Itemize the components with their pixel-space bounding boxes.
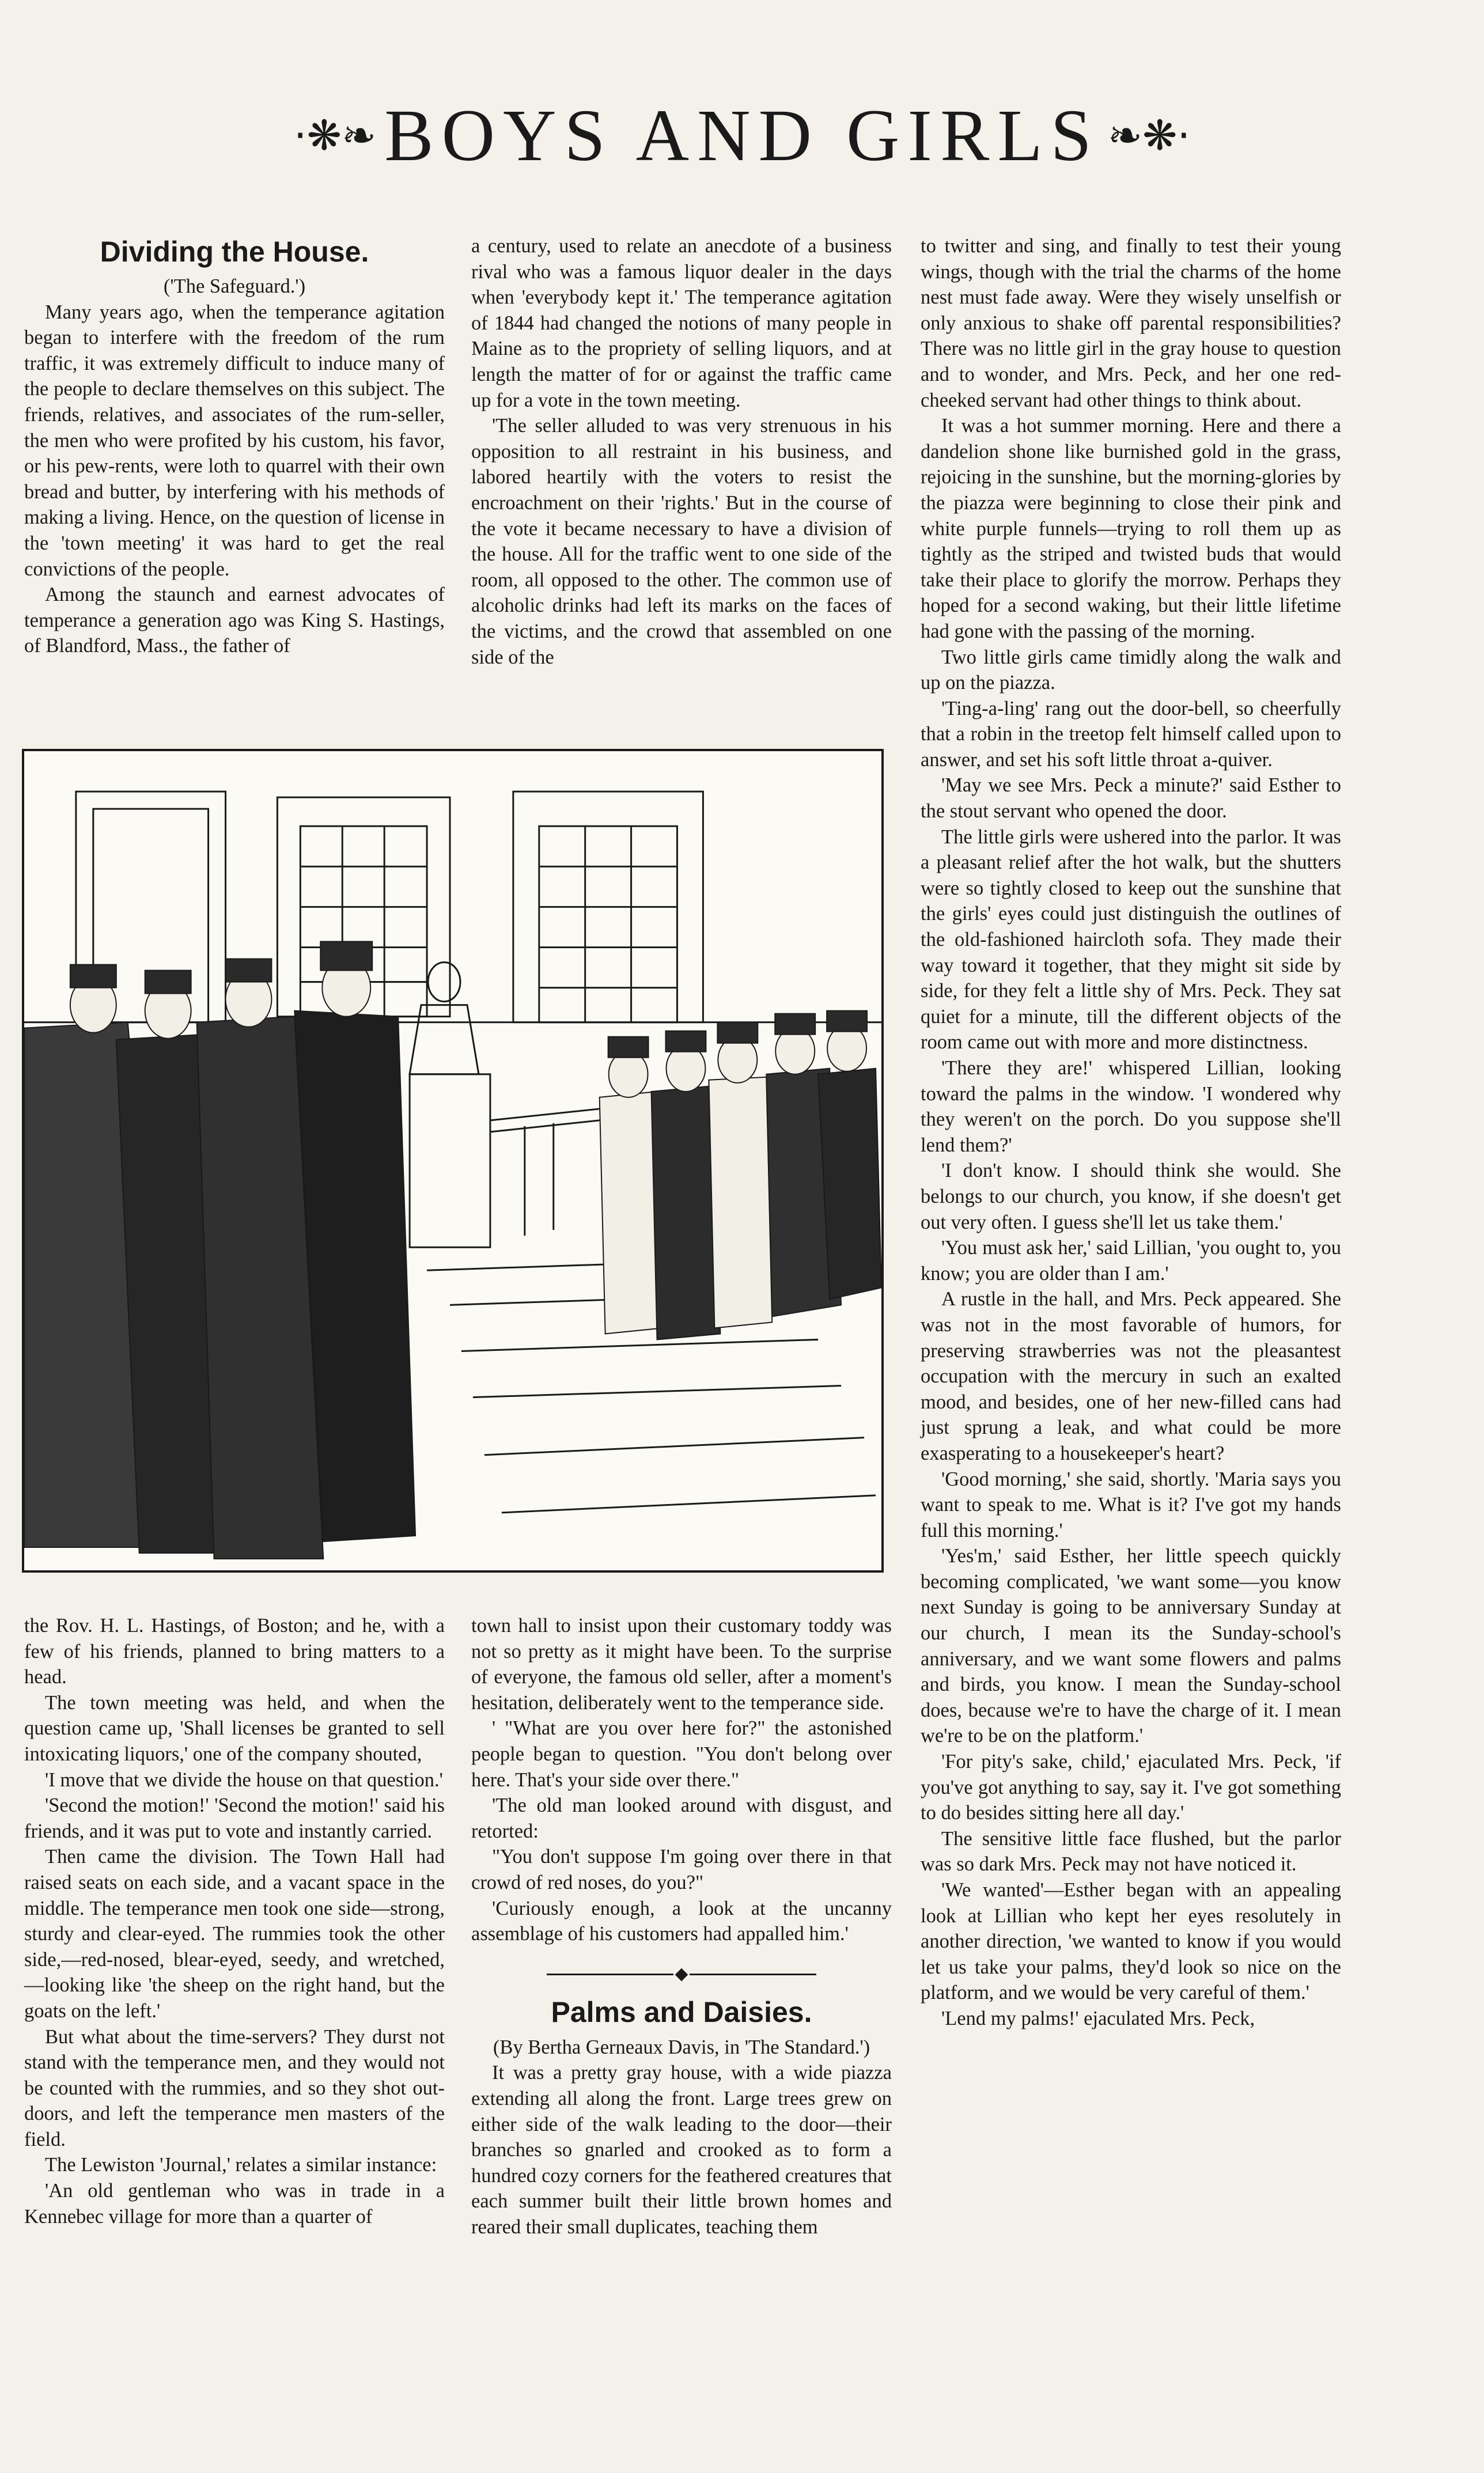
paragraph: 'Second the motion!' 'Second the motion!' said his friends, and it was put to vote and instantly carried. bbox=[24, 1794, 445, 1842]
paragraph: 'An old gentleman who was in trade in a Kennebec village for more than a quarter of bbox=[24, 2180, 445, 2228]
paragraph: town hall to insist upon their customary toddy was not so pretty as it might have been. To the surprise of everyone, the famous old seller, after a moment's hesitation, deliberately went to the temperance side. bbox=[471, 1615, 892, 1714]
paragraph: 'For pity's sake, child,' ejaculated Mrs. Peck, 'if you've got anything to say, say it. I've got something to do besides sitting here all day.' bbox=[921, 1751, 1341, 1824]
column-1-top bbox=[24, 233, 445, 659]
paragraph: 'Lend my palms!' ejaculated Mrs. Peck, bbox=[941, 2007, 1255, 2029]
paragraph: 'I move that we divide the house on that question.' bbox=[45, 1768, 443, 1791]
paragraph: 'Curiously enough, a look at the uncanny assemblage of his customers had appalled him.' bbox=[471, 1897, 892, 1945]
paragraph: The little girls were ushered into the parlor. It was a pleasant relief after the hot walk, but the shutters were so tightly closed to keep out the sunshine that the girls' eyes could just distinguish the outlines of the old-fashioned haircloth sofa. They made their way toward it together, that they might sit side by side, for they felt a little shy of Mrs. Peck. They sat quiet for a minute, till the different objects of the room came out with more and more distinctness. bbox=[921, 825, 1341, 1054]
column-2-top bbox=[471, 233, 892, 670]
town-hall-drawing bbox=[24, 751, 881, 1570]
town-hall-illustration bbox=[22, 749, 884, 1573]
paragraph: The Lewiston 'Journal,' relates a similar instance: bbox=[45, 2154, 437, 2176]
paragraph: 'I don't know. I should think she would. She belongs to our church, you know, if she doesn't get out very often. I guess she'll let us take them.' bbox=[921, 1160, 1341, 1233]
paragraph: 'You must ask her,' said Lillian, 'you ought to, you know; you are older than I am.' bbox=[921, 1237, 1341, 1285]
paragraph: Then came the division. The Town Hall had raised seats on each side, and a vacant space in the middle. The temperance men took one side—strong, sturdy and clear-eyed. The rummies took the other side,—red-nosed, blear-eyed, seedy, and wretched,—looking like 'the sheep on the right hand, but the goats on the left.' bbox=[24, 1846, 445, 2022]
scroll-ornament-left-icon: ·❋❧ bbox=[293, 111, 377, 160]
paragraph: 'The seller alluded to was very strenuous in his opposition to all restraint in his business, and labored heartily with the voters to resist the encroachment on their 'rights.' But in the course of the vote it became necessary to have a division of the house. All for the traffic went to one side of the room, all opposed to the other. The common use of alcoholic drinks had left its marks on the faces of the victims, and the crowd that assembled on one side of the bbox=[471, 415, 892, 668]
paragraph: But what about the time-servers? They durst not stand with the temperance men, and they would not be counted with the rummies, and so they shot out-doors, and left the temperance men masters of the field. bbox=[24, 2025, 445, 2150]
paragraph: 'Ting-a-ling' rang out the door-bell, so cheerfully that a robin in the treetop felt himself called upon to answer, and set his soft little throat a-quiver. bbox=[921, 697, 1341, 771]
page-title: BOYS AND GIRLS bbox=[384, 94, 1100, 176]
column-2-bottom bbox=[471, 1613, 892, 2240]
column-3 bbox=[921, 233, 1341, 2032]
scroll-ornament-right-icon: ❧❋· bbox=[1107, 111, 1191, 160]
article-title-palms-and-daisies: Palms and Daisies. bbox=[551, 1995, 812, 2028]
paragraph: The sensitive little face flushed, but the parlor was so dark Mrs. Peck may not have noticed it. bbox=[921, 1827, 1341, 1876]
article-byline: (By Bertha Gerneaux Davis, in 'The Standard.') bbox=[493, 2036, 870, 2058]
paragraph: 'Yes'm,' said Esther, her little speech quickly becoming complicated, 'we want some—you know next Sunday is going to be anniversary Sunday at our church, I mean its the Sunday-school's anniversary, and we want some flowers and palms and birds, you know. I mean the Sunday-school does, because we're to have the charge of it. I mean we're to be on the platform.' bbox=[921, 1545, 1341, 1747]
paragraph: 'The old man looked around with disgust, and retorted: bbox=[471, 1794, 892, 1842]
paragraph: 'There they are!' whispered Lillian, looking toward the palms in the window. 'I wondered why they weren't on the porch. Do you suppose she'll lend them?' bbox=[921, 1057, 1341, 1156]
column-1-bottom bbox=[24, 1613, 445, 2229]
paragraph: It was a hot summer morning. Here and there a dandelion shone like burnished gold in the grass, rejoicing in the sunshine, but the morning-glories by the piazza were beginning to close their pink and white purple funnels—trying to roll them up as tightly as the striped and twisted buds that would take their place to glorify the morrow. Perhaps they hoped for a second waking, but their little lifetime had gone with the passing of the morning. bbox=[921, 415, 1341, 642]
paragraph: 'Good morning,' she said, shortly. 'Maria says you want to speak to me. What is it? I've got my hands full this morning.' bbox=[921, 1468, 1341, 1542]
paragraph: Two little girls came timidly along the walk and up on the piazza. bbox=[921, 646, 1341, 694]
paragraph: 'We wanted'—Esther began with an appealing look at Lillian who kept her eyes resolutely in another direction, 'we wanted to know if you would let us take your palms, they'd look so nice on the platform, and we would be very careful of them.' bbox=[921, 1879, 1341, 2004]
paragraph: Many years ago, when the temperance agitation began to interfere with the freedom of the rum traffic, it was extremely difficult to induce many of the people to declare themselves on this subject. The friends, relatives, and associates of the rum-seller, the men who were profited by his custom, his favor, or his pew-rents, were loth to quarrel with their own bread and butter, by interfering with his methods of making a living. Hence, on the question of license in the 'town meeting' it was hard to get the real convictions of the people. bbox=[24, 301, 445, 580]
masthead bbox=[0, 92, 1484, 179]
paragraph: The town meeting was held, and when the question came up, 'Shall licenses be granted to sell intoxicating liquors,' one of the company shouted, bbox=[24, 1691, 445, 1765]
paragraph: It was a pretty gray house, with a wide piazza extending all along the front. Large trees grew on either side of the walk leading to the door—their branches so gnarled and crooked as to form a hundred cozy corners for the feathered creatures that each summer built their little brown homes and reared their small duplicates, teaching them bbox=[471, 2062, 892, 2238]
paragraph: Among the staunch and earnest advocates of temperance a generation ago was King S. Hastings, of Blandford, Mass., the father of bbox=[24, 584, 445, 657]
article-source: ('The Safeguard.') bbox=[163, 275, 306, 297]
paragraph: A rustle in the hall, and Mrs. Peck appeared. She was not in the most favorable of humors, for preserving strawberries was not the pleasantest occupation with the mercury in such an exalted mood, and besides, one of her new-filled cans had just sprung a leak, and what could be more exasperating to a housekeeper's heart? bbox=[921, 1288, 1341, 1464]
paragraph: "You don't suppose I'm going over there in that crowd of red noses, do you?" bbox=[471, 1846, 892, 1893]
diamond-icon bbox=[675, 1968, 688, 1981]
paragraph: a century, used to relate an anecdote of a business rival who was a famous liquor dealer in the days when 'everybody kept it.' The temperance agitation of 1844 had changed the notions of many people in Maine as to the propriety of selling liquors, and at length the matter of for or against the traffic came up for a vote in the town meeting. bbox=[471, 235, 892, 411]
paragraph: to twitter and sing, and finally to test their young wings, though with the trial the charms of the home nest must fade away. Were they wisely unselfish or only anxious to shake off parental responsibilities? There was no little girl in the gray house to question and to wonder, and Mrs. Peck, and her one red-cheeked servant had other things to think about. bbox=[921, 235, 1341, 411]
paragraph: ' "What are you over here for?" the astonished people began to question. "You don't belong over here. That's your side over there." bbox=[471, 1717, 892, 1791]
section-divider bbox=[471, 1970, 892, 1979]
paragraph: 'May we see Mrs. Peck a minute?' said Esther to the stout servant who opened the door. bbox=[921, 774, 1341, 823]
article-title-dividing-the-house: Dividing the House. bbox=[100, 236, 369, 268]
paragraph: the Rov. H. L. Hastings, of Boston; and he, with a few of his friends, planned to bring matters to a head. bbox=[24, 1615, 445, 1688]
